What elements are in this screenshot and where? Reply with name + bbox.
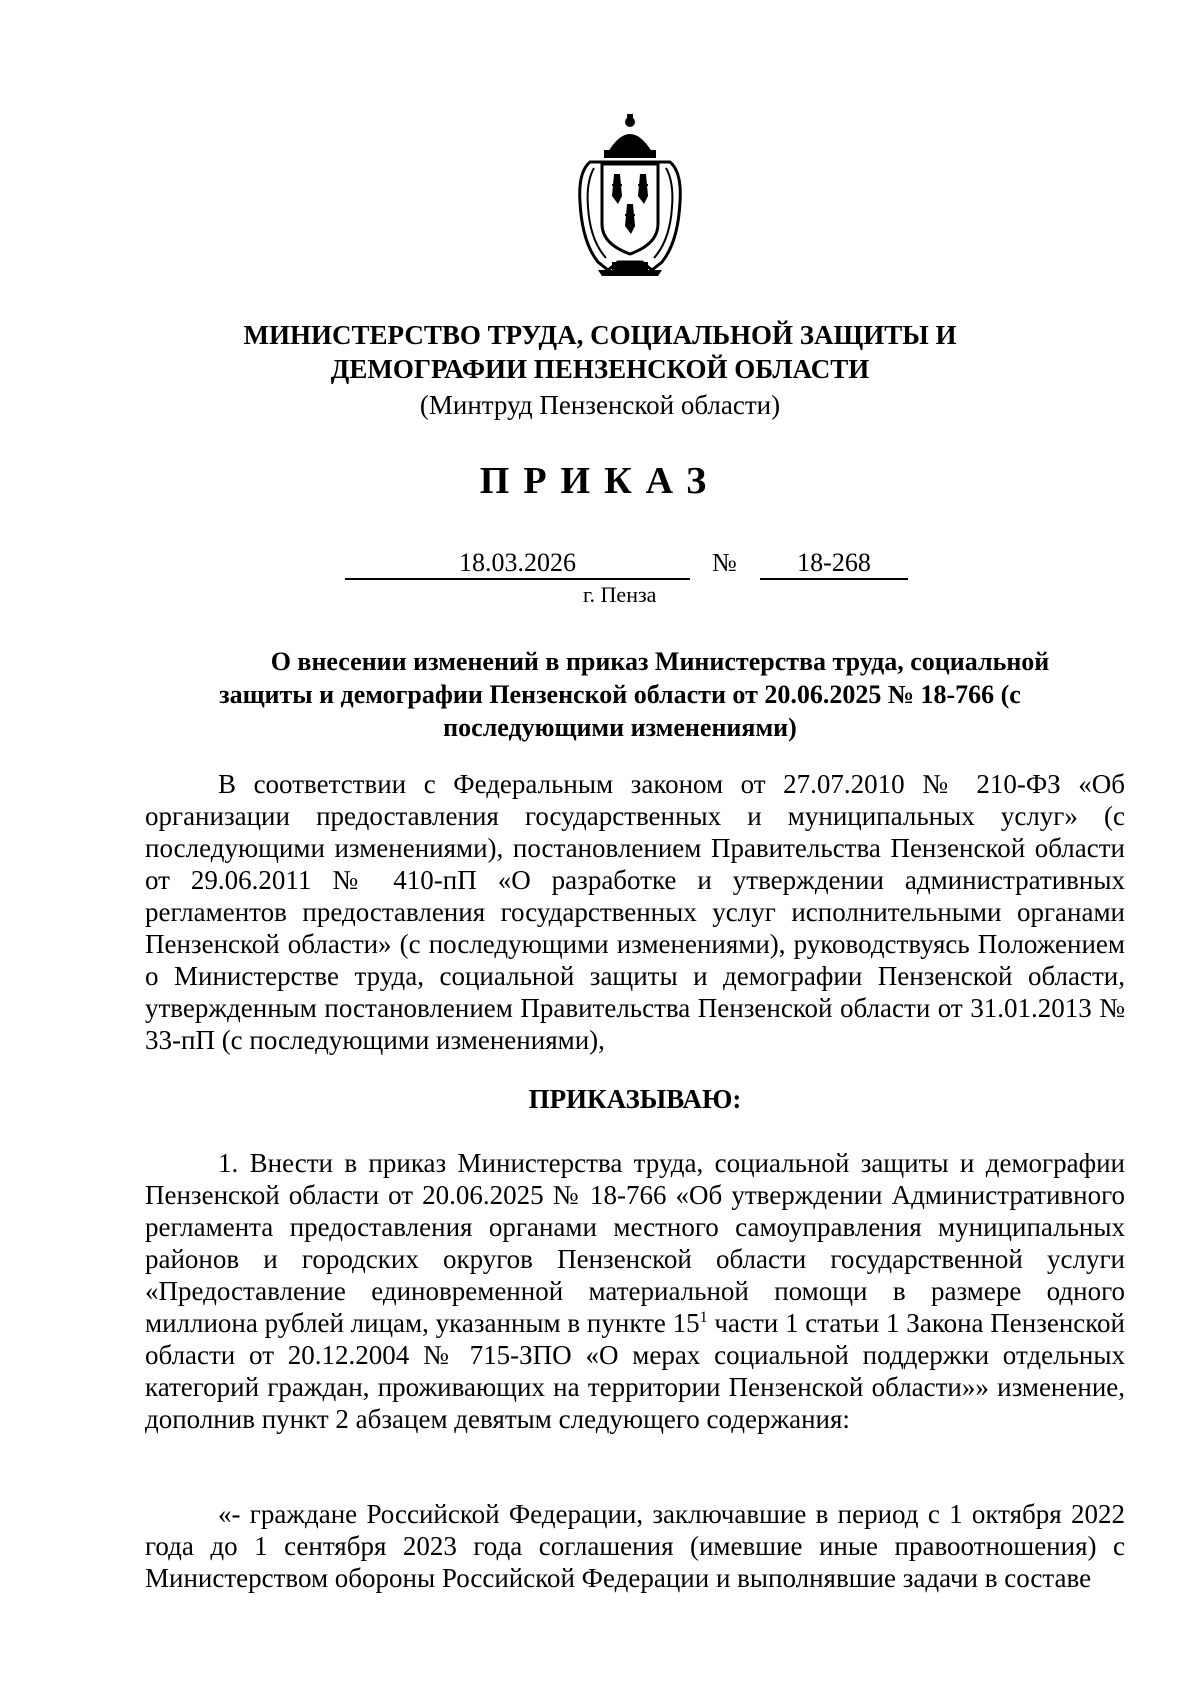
organization-name bbox=[160, 318, 1040, 386]
quoted-paragraph: «- граждане Российской Федерации, заключавшие в период с 1 октября 2022 года до 1 сентября 2023 года соглашения (имевшие иные правоотношения) с Министерством обороны Российской Федерации и выполнявшие задачи в составе bbox=[145, 1499, 1125, 1593]
item-1-paragraph bbox=[145, 1147, 1125, 1435]
order-heading: ПРИКАЗЫВАЮ: bbox=[528, 1084, 742, 1114]
document-title bbox=[160, 645, 1080, 744]
title-line-2: защиты и демографии Пензенской области от 20.06.2025 № 18-766 (с bbox=[219, 680, 1021, 709]
item-1-part-1: 1. Внести в приказ Министерства труда, социальной защиты и демографии Пензенской области от 20.06.2025 № 18-766 «Об утверждении Административного регламента предоставления органами местного самоуправления муниципальных районов и городских округов Пензенской области государственной услуги «Предоставление единовременной материальной помощи в размере одного миллиона рублей лицам, указанным в пункте 15 bbox=[145, 1148, 1125, 1338]
document-type: ПРИКАЗ bbox=[479, 460, 721, 502]
preamble-paragraph bbox=[145, 768, 1125, 1056]
org-line-1: МИНИСТЕРСТВО ТРУДА, СОЦИАЛЬНОЙ ЗАЩИТЫ И bbox=[243, 320, 957, 350]
org-line-2: ДЕМОГРАФИИ ПЕНЗЕНСКОЙ ОБЛАСТИ bbox=[330, 354, 870, 384]
city: г. Пенза bbox=[583, 582, 657, 607]
title-line-1: О внесении изменений в приказ Министерства труда, социальной bbox=[270, 647, 1050, 676]
org-short-name: (Минтруд Пензенской области) bbox=[419, 390, 781, 420]
coat-of-arms-icon bbox=[568, 112, 692, 278]
number-sign: № bbox=[712, 548, 737, 577]
item-1-superscript: 1 bbox=[699, 1309, 708, 1326]
order-number: 18-268 bbox=[760, 548, 908, 580]
item-1-text bbox=[145, 1147, 1125, 1435]
order-date: 18.03.2026 bbox=[345, 548, 690, 580]
preamble-text: В соответствии с Федеральным законом от 27.07.2010 № 210-ФЗ «Об организации предоставления государственных и муниципальных услуг» (с последующими изменениями), постановлением Правительства Пензенской области от 29.06.2011 № 410-пП «О разработке и утверждении административных регламентов предоставления государственных услуг исполнительными органами Пензенской области» (с последующими изменениями), руководствуясь Положением о Министерстве труда, социальной защиты и демографии Пензенской области, утвержденным постановлением Правительства Пензенской области от 31.01.2013 № 33-пП (с последующими изменениями), bbox=[145, 769, 1125, 1055]
title-line-3: последующими изменениями) bbox=[443, 713, 797, 742]
item-1-part-2: части 1 статьи 1 Закона Пензенской области от 20.12.2004 № 715-ЗПО «О мерах социальной поддержки отдельных категорий граждан, проживающих на территории Пензенской области»» изменение, дополнив пункт 2 абзацем девятым следующего содержания: bbox=[145, 1308, 1125, 1434]
